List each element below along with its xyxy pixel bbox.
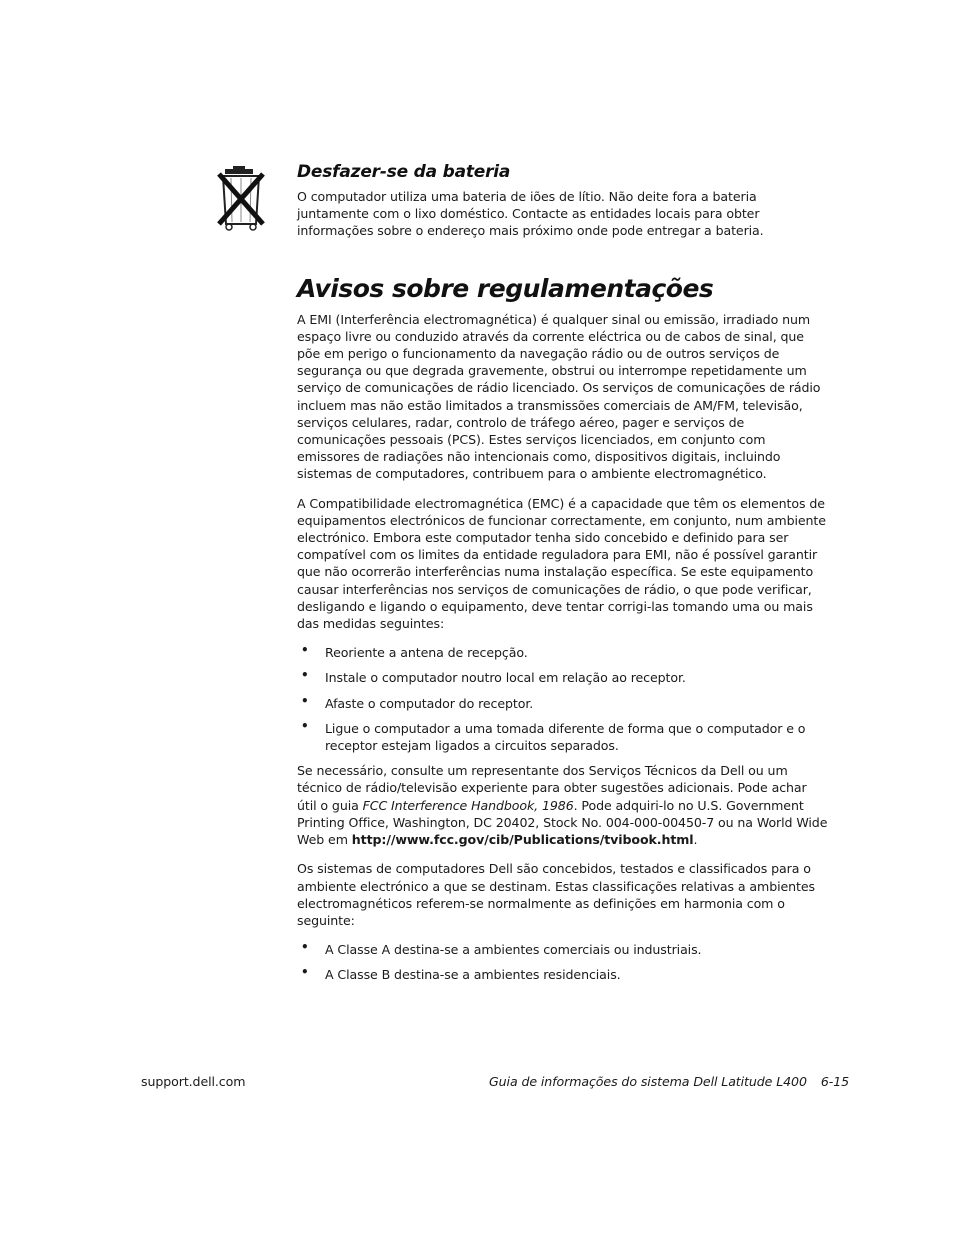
bullet-icon: • <box>301 693 309 708</box>
bullet-icon: • <box>301 965 309 980</box>
consult-paragraph <box>297 762 829 848</box>
fcc-url-link[interactable]: http://www.fcc.gov/cib/Publications/tvibook.html <box>351 832 694 848</box>
footer-website: support.dell.com <box>141 1074 246 1089</box>
bullet-icon: • <box>301 643 309 658</box>
main-content <box>297 162 829 992</box>
list-item <box>297 644 829 661</box>
list-item <box>297 720 829 754</box>
battery-paragraph: O computador utiliza uma bateria de iões de lítio. Não deite fora a bateria juntamente com o lixo doméstico. Contacte as entidades locais para obter informações sobre o endereço mais próximo onde pode entregar a bateria. <box>297 189 764 239</box>
footer-guide-info <box>489 1074 849 1089</box>
emc-paragraph: A Compatibilidade electromagnética (EMC) é a capacidade que têm os elementos de equipamentos electrónicos de funcionar correctamente, em conjunto, num ambiente electrónico. Embora este computador tenha sido concebido e definido para ser compatível com os limites da entidade reguladora para EMI, não é possível garantir que não ocorrerão interferências numa instalação específica. Se este equipamento causar interferências nos serviços de comunicações de rádio, o que pode verificar, desligando e ligando o equipamento, deve tentar corrigi-las tomando uma ou mais das medidas seguintes: <box>297 495 826 632</box>
classification-paragraph: Os sistemas de computadores Dell são concebidos, testados e classificados para o ambiente electrónico a que se destinam. Estas classificações relativas a ambientes electromagnéticos referem-se normalmente as definições em harmonia com o seguinte: <box>297 861 815 928</box>
measures-list <box>297 644 829 754</box>
regulatory-title: Avisos sobre regulamentações <box>297 273 714 303</box>
bullet-icon: • <box>301 668 309 683</box>
list-item <box>297 669 829 686</box>
classes-list <box>297 941 829 983</box>
consult-text-after: . <box>693 832 698 848</box>
page-number: 6-15 <box>820 1074 850 1089</box>
bullet-icon: • <box>301 718 309 733</box>
guide-title: FCC Interference Handbook, 1986 <box>362 797 574 813</box>
footer-guide-title: Guia de informações do sistema Dell Latitude L400 <box>489 1074 807 1089</box>
measure-text: Instale o computador noutro local em relação ao receptor. <box>325 670 686 686</box>
measure-text: Ligue o computador a uma tomada diferente de forma que o computador e o receptor estejam ligados a circuitos separados. <box>325 720 806 754</box>
consult-text-before: Se necessário, consulte um representante dos Serviços Técnicos da Dell ou um técnico de rádio/televisão experiente para obter sugestões adicionais. Pode achar útil o guia <box>297 763 807 813</box>
measure-text: Afaste o computador do receptor. <box>325 695 534 711</box>
class-text: A Classe A destina-se a ambientes comerciais ou industriais. <box>325 942 702 958</box>
measure-text: Reoriente a antena de recepção. <box>325 645 528 661</box>
list-item <box>297 695 829 712</box>
list-item <box>297 966 829 983</box>
consult-text-middle: . Pode adquiri-lo no U.S. Government Printing Office, Washington, DC 20402, Stock No. 004-000-00450-7 ou na World Wide Web em <box>297 797 828 848</box>
crossed-out-wheeled-bin-icon <box>215 166 267 232</box>
emi-paragraph: A EMI (Interferência electromagnética) é qualquer sinal ou emissão, irradiado num espaço livre ou conduzido através da corrente eléctrica ou de cabos de sinal, que põe em perigo o funcionamento da navegação rádio ou de outros serviços de segurança ou que degrada gravemente, obstrui ou interrompe repetidamente um serviço de comunicações de rádio licenciado. Os serviços de comunicações de rádio incluem mas não estão limitados a transmissões comerciais de AM/FM, televisão, serviços celulares, radar, controlo de tráfego aéreo, pager e serviços de comunicações pessoais (PCS). Estes serviços licenciados, em conjunto com emissores de radiações não intencionais como, dispositivos digitais, incluindo sistemas de computadores, contribuem para o ambiente electromagnético. <box>297 311 821 482</box>
bullet-icon: • <box>301 940 309 955</box>
class-text: A Classe B destina-se a ambientes residenciais. <box>325 967 621 983</box>
list-item <box>297 941 829 958</box>
battery-heading: Desfazer-se da bateria <box>297 162 511 182</box>
